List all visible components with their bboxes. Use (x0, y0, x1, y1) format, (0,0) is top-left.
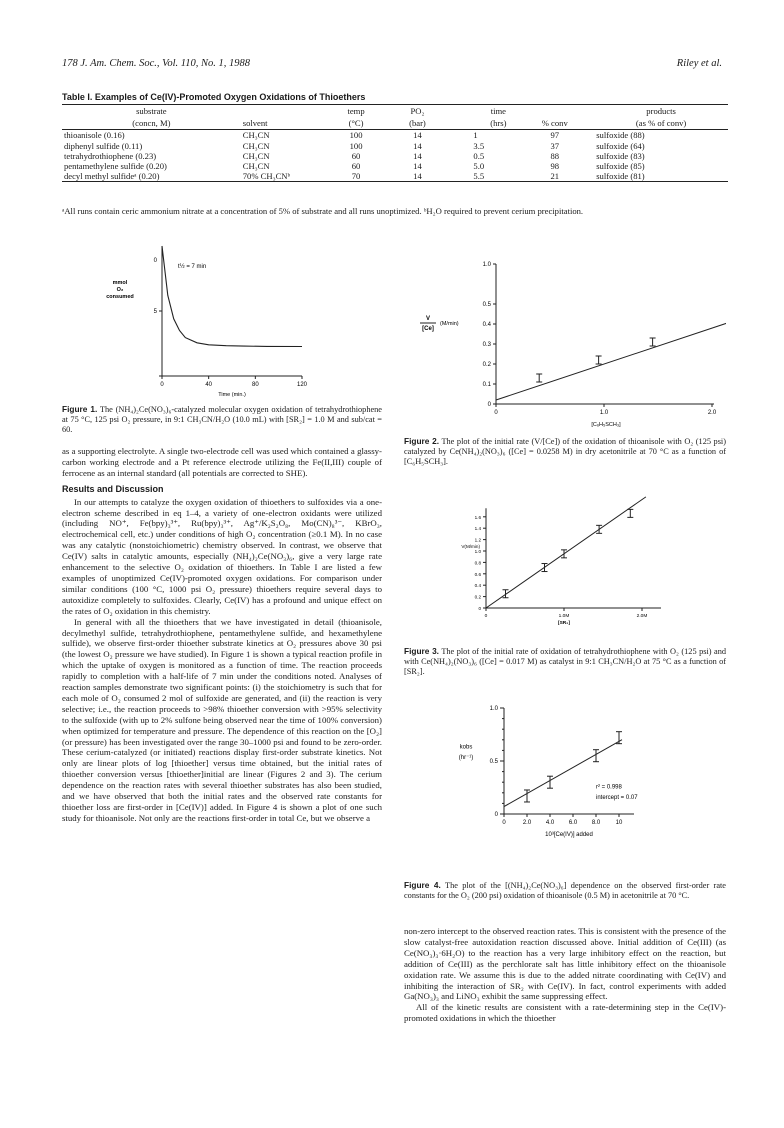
figure-2-caption-text: The plot of the initial rate (V/[Ce]) of the oxidation of thioanisole with O₂ (125 psi) catalyzed by Ce(NH₄)₂(NO₃)₆ ([Ce] = 0.0258 M) in dry acetonitrile at 70 °C as a function of [C₆H₅SCH₃]. (404, 437, 726, 466)
y-tick-label: 0.6 (474, 571, 481, 577)
table-row (62, 141, 728, 151)
figure-4-caption (404, 880, 726, 901)
x-axis-label: Time (min.) (218, 392, 246, 398)
table-cell: 5.0 (473, 161, 485, 172)
intercept-annotation: intercept = 0.07 (596, 795, 638, 802)
y-axis-label: O₂ (116, 287, 124, 293)
table-cell: 98 (550, 161, 560, 172)
y-tick-label: 0.5 (489, 759, 498, 765)
table-cell: 3.5 (473, 140, 485, 151)
column-header: temp (327, 105, 386, 118)
figure-4-caption-text: The plot of the [(NH₄)₂Ce(NO₃)₆] dependence on the observed first-order rate constants for the O₂ (200 psi) oxidation of thioanisole (0.5 M) in acetonitrile at 70 °C. (404, 881, 726, 900)
table-cell: 14 (413, 161, 422, 172)
x-tick-label: 8.0 (591, 820, 601, 826)
paragraph: In our attempts to catalyze the oxygen oxidation of thioethers to sulfoxides via a one-electron scheme described in eq 1–4, a variety of one-electron oxidants were utilized (including NO⁺, Fe(bpy)₃³⁺, Ru(bpy)₃³⁺, Ag⁺/K₂S₂O₈, Mo(CN)₈³⁻, KBrO₃, electrochemical cell, etc.) under conditions of high O₂ concentration (≥0.1 M). In no case was any catalytic (nonstoichiometric) chemistry observed. In contrast, we observe that Ce(IV) salts in catalytic amounts, especially (NH₄)₂Ce(NO₃)₆, give a very large rate enhancement to the selective O₂ oxidation of thioethers. In Table I are listed a few examples of unoptimized Ce(IV)-promoted oxygen oxidations. For comparison under similar conditions (100 °C, 1000 psi O₂ pressure) thioethers require several days to autoxidize completely to sulfoxides. Clearly, Ce(IV) has a profound and unique effect on the rates of O₂ oxidation in this chemistry. (62, 496, 382, 616)
table-cell: decyl methyl sulfideᵃ (0.20) (62, 171, 241, 182)
y-tick-label: 0.3 (482, 342, 491, 348)
y-tick-label: 0.2 (482, 362, 491, 368)
table-cell: diphenyl sulfide (0.11) (64, 140, 143, 151)
column-header (241, 105, 327, 118)
y-axis-label: V(M/min) (461, 544, 480, 550)
table-cell: pentamethylene sulfide (0.20) (64, 161, 167, 172)
section-heading: Results and Discussion (62, 483, 164, 494)
table-row (62, 130, 728, 141)
figure-1-label: Figure 1. (62, 404, 98, 414)
y-tick-label: 0 (494, 812, 498, 818)
x-tick-label: 120 (296, 382, 308, 388)
y-tick-label: 1.0 (474, 549, 481, 554)
table-cell: 0.5 (473, 150, 485, 161)
fit-line (496, 314, 726, 400)
paragraph: non-zero intercept to the observed reaction rates. This is consistent with the presence of the slow catalyst-free autoxidation reaction discussed above. Initial addition of Ce(III) (as Ce(NO₃)₃·6H₂O) to the reaction has a very large inhibitory effect on the reaction, but addition of Ce(III) as the perchlorate salt has little inhibitory effect on the thioanisole oxidation rate. We assume this is due to the added nitrate coordinating with Ce(IV) and inhibiting the interaction of SR₂ with Ce(IV). In fact, control experiments with added Ga(NO₃)₃ and LiNO₃ exhibit the same suppressing effect. (404, 926, 726, 1002)
y-tick-label: 0.2 (474, 594, 481, 600)
x-tick-label: 0 (502, 820, 506, 826)
table-cell: 14 (413, 140, 422, 151)
figure-4-label: Figure 4. (404, 880, 441, 890)
column-header: substrate (62, 105, 241, 118)
table-cell: sulfoxide (85) (596, 161, 645, 172)
figure-1-caption (62, 404, 382, 435)
x-tick-label: 2.0M (636, 614, 648, 619)
y-tick-label: 0.4 (474, 583, 481, 589)
x-axis-label: 10³[Ce(IV)] added (545, 832, 593, 838)
y-tick-label: 1.4 (474, 526, 481, 532)
table-cell: sulfoxide (88) (596, 130, 645, 141)
table-cell: 1 (473, 130, 478, 141)
column-header: % conv (525, 117, 584, 130)
x-tick-label: 2.0 (707, 410, 717, 416)
data-table (62, 104, 728, 182)
table-row (62, 161, 728, 171)
table-cell: tetrahydrothiophene (0.23) (64, 150, 157, 161)
column-header: (bar) (386, 117, 450, 130)
table-cell: 14 (413, 150, 422, 161)
column-header: (concn, M) (62, 117, 241, 130)
y-tick-label: 0.4 (482, 322, 491, 328)
column-header: (as % of conv) (584, 117, 728, 130)
decay-curve (162, 246, 302, 347)
table-row (62, 151, 728, 161)
left-column-text (62, 446, 382, 824)
x-axis-label: [SR₂] (558, 621, 570, 626)
x-tick-label: 6.0 (568, 820, 578, 826)
figure-2-label: Figure 2. (404, 436, 440, 446)
column-header: PO₂ (386, 105, 450, 118)
table-cell: 14 (413, 130, 422, 141)
table-cell: 14 (386, 171, 450, 182)
figure-1-caption-text: The (NH₄)₂Ce(NO₃)₆-catalyzed molecular oxygen oxidation of tetrahydrothiophene at 75 °C, 125 psi O₂ pressure, in 9:1 CH₃CN/H₂O (10.0 mL) with [SR₂] = 1.0 M and sub/cat = 60. (62, 405, 382, 434)
y-tick-label: 0 (487, 402, 491, 408)
table-cell: sulfoxide (81) (584, 171, 728, 182)
y-tick-label: 0.1 (482, 382, 491, 388)
paragraph: as a supporting electrolyte. A single two-electrode cell was used which contained a glassy-carbon working electrode and a Pt reference electrode utilizing the Fe(II,III) couple of ferrocene as an internal standard (all potentials are corrected to SHE). (62, 446, 382, 478)
header-authors: Riley et al. (676, 58, 722, 69)
y-axis-unit: (M/min) (440, 321, 459, 327)
column-header: solvent (241, 117, 327, 130)
x-tick-label: 40 (205, 382, 213, 388)
figure-3-caption-text: The plot of the initial rate of oxidation of tetrahydrothiophene with O₂ (125 psi) and with Ce(NH₄)₂(NO₃)₆ ([Ce] = 0.017 M) as catalyst in 9:1 CH₃CN/H₂O at 75 °C as a function of [SR₂]. (404, 647, 727, 676)
x-tick-label: 4.0 (545, 820, 555, 826)
x-tick-label: 80 (251, 382, 259, 388)
x-tick-label: 10 (615, 820, 623, 826)
y-axis-label: (hr⁻¹) (458, 754, 474, 761)
table-cell: CH₃CN (242, 150, 270, 161)
x-tick-label: 1.0M (558, 614, 570, 619)
figure-1-chart (62, 240, 362, 398)
y-tick-label: 1.0 (482, 262, 491, 268)
column-header: time (449, 105, 525, 118)
figure-2-caption (404, 436, 726, 467)
y-axis-label: V (425, 316, 431, 322)
x-tick-label: 0 (160, 382, 164, 388)
column-header: (°C) (327, 117, 386, 130)
r-squared-annotation: r² = 0.998 (596, 784, 622, 791)
x-tick-label: 0 (484, 614, 488, 619)
table-cell: 60 (351, 150, 361, 161)
half-life-annotation: t½ = 7 min (178, 264, 207, 270)
y-tick-label: 0.8 (474, 560, 481, 566)
table-cell: 21 (525, 171, 584, 182)
y-tick-label: 5 (153, 309, 157, 315)
table-cell: sulfoxide (64) (596, 140, 645, 151)
fit-line (486, 497, 646, 608)
y-axis-label: mmol (112, 280, 128, 286)
y-tick-label: 0 (478, 606, 481, 611)
figure-3-caption (404, 646, 726, 677)
paragraph: In general with all the thioethers that we have investigated in detail (thioanisole, decylmethyl sulfide, tetrahydrothiophene, pentamethylene sulfide, and hexamethylene sulfide), we observe first-order thioether substrate kinetics at O₂ pressures above 30 psi (the lowest O₂ pressure we have studied). In Figure 1 is shown a typical reaction profile in which the uptake of oxygen is monitored as a function of time. The reaction proceeds rapidly to completion with a half-life of 7 min under the conditions noted. Analyses of reaction samples demonstrate two significant points: (i) the stoichiometry is such that for each mole of O₂ consumed 2 mol of sulfoxide are generated, and (ii) the reaction is very selective; i.e., the reaction proceeds to >98% thioether conversion with >95% selectivity to the sulfoxide (with up to 2% sulfone being observed near the time of 100% conversion) when optimized for temperature and pressure. The dependence of this reaction on the [O₂] (or pressure) has been investigated over the range 30–1000 psi and found to be zero-order. These cerium-catalyzed (or initiated) reactions display first-order substrate kinetics. Not only are linear plots of log [thioether] versus time obtained, but the initial rates of thioether conversion versus [thioether]initial are linear (Figures 2 and 3). The cerium dependence on the reaction rates with several thioether substrates has also been studied, and we have observed that both the initial rates and the observed rate constants for thioether loss are first-order in [Ce(IV)] added. In Figure 4 is shown a plot of one such study for thioanisole. Not only are the reactions first-order in total Ce, but we observe a (62, 616, 382, 823)
column-header: products (584, 105, 728, 118)
y-tick-label: 0 (153, 258, 157, 264)
table-cell: thioanisole (0.16) (64, 130, 125, 141)
paragraph: All of the kinetic results are consistent with a rate-determining step in the Ce(IV)-promoted oxidations in which the thioether (404, 1002, 726, 1024)
column-header: (hrs) (449, 117, 525, 130)
column-header (525, 105, 584, 118)
table-title: Table I. Examples of Ce(IV)-Promoted Oxygen Oxidations of Thioethers (62, 92, 366, 102)
right-column-text (404, 926, 726, 1024)
y-axis-label: consumed (106, 294, 134, 300)
table-cell: 100 (349, 140, 363, 151)
table-cell: CH₃CN (242, 161, 270, 172)
table-cell: 88 (550, 150, 560, 161)
y-tick-label: 1.0 (489, 706, 498, 712)
y-axis-label: [Ce] (422, 326, 434, 332)
figure-3-chart (404, 484, 726, 634)
table-cell: CH₃CN (242, 140, 270, 151)
table-cell: 97 (550, 130, 560, 141)
table-cell: 70 (327, 171, 386, 182)
x-tick-label: 0 (494, 410, 498, 416)
x-tick-label: 1.0 (599, 410, 609, 416)
figure-3-label: Figure 3. (404, 646, 439, 656)
y-tick-label: 1.2 (474, 537, 481, 543)
y-axis-label: kobs (459, 744, 473, 751)
header-citation: 178 J. Am. Chem. Soc., Vol. 110, No. 1, 1988 (62, 58, 251, 69)
table-header-row (62, 117, 728, 130)
table-cell: 100 (349, 130, 363, 141)
y-tick-label: 0.5 (482, 302, 491, 308)
table-cell: 70% CH₃CNᵇ (241, 171, 327, 182)
table-header-row (62, 105, 728, 118)
y-tick-label: 1.6 (474, 514, 481, 520)
table-cell: sulfoxide (83) (596, 150, 645, 161)
table-cell: 37 (550, 140, 560, 151)
x-tick-label: 2.0 (522, 820, 532, 826)
table-cell: 60 (351, 161, 361, 172)
table-cell: 5.5 (449, 171, 525, 182)
table-cell: CH₃CN (242, 130, 270, 141)
x-axis-label: [C₆H₅SCH₃] (591, 422, 621, 428)
figure-2-chart (404, 228, 726, 432)
figure-4-chart (404, 700, 726, 868)
table-row (62, 171, 728, 182)
table-footnote: ᵃAll runs contain ceric ammonium nitrate at a concentration of 5% of substrate and all runs unoptimized. ᵇH₂O required to prevent cerium precipitation. (62, 206, 584, 216)
